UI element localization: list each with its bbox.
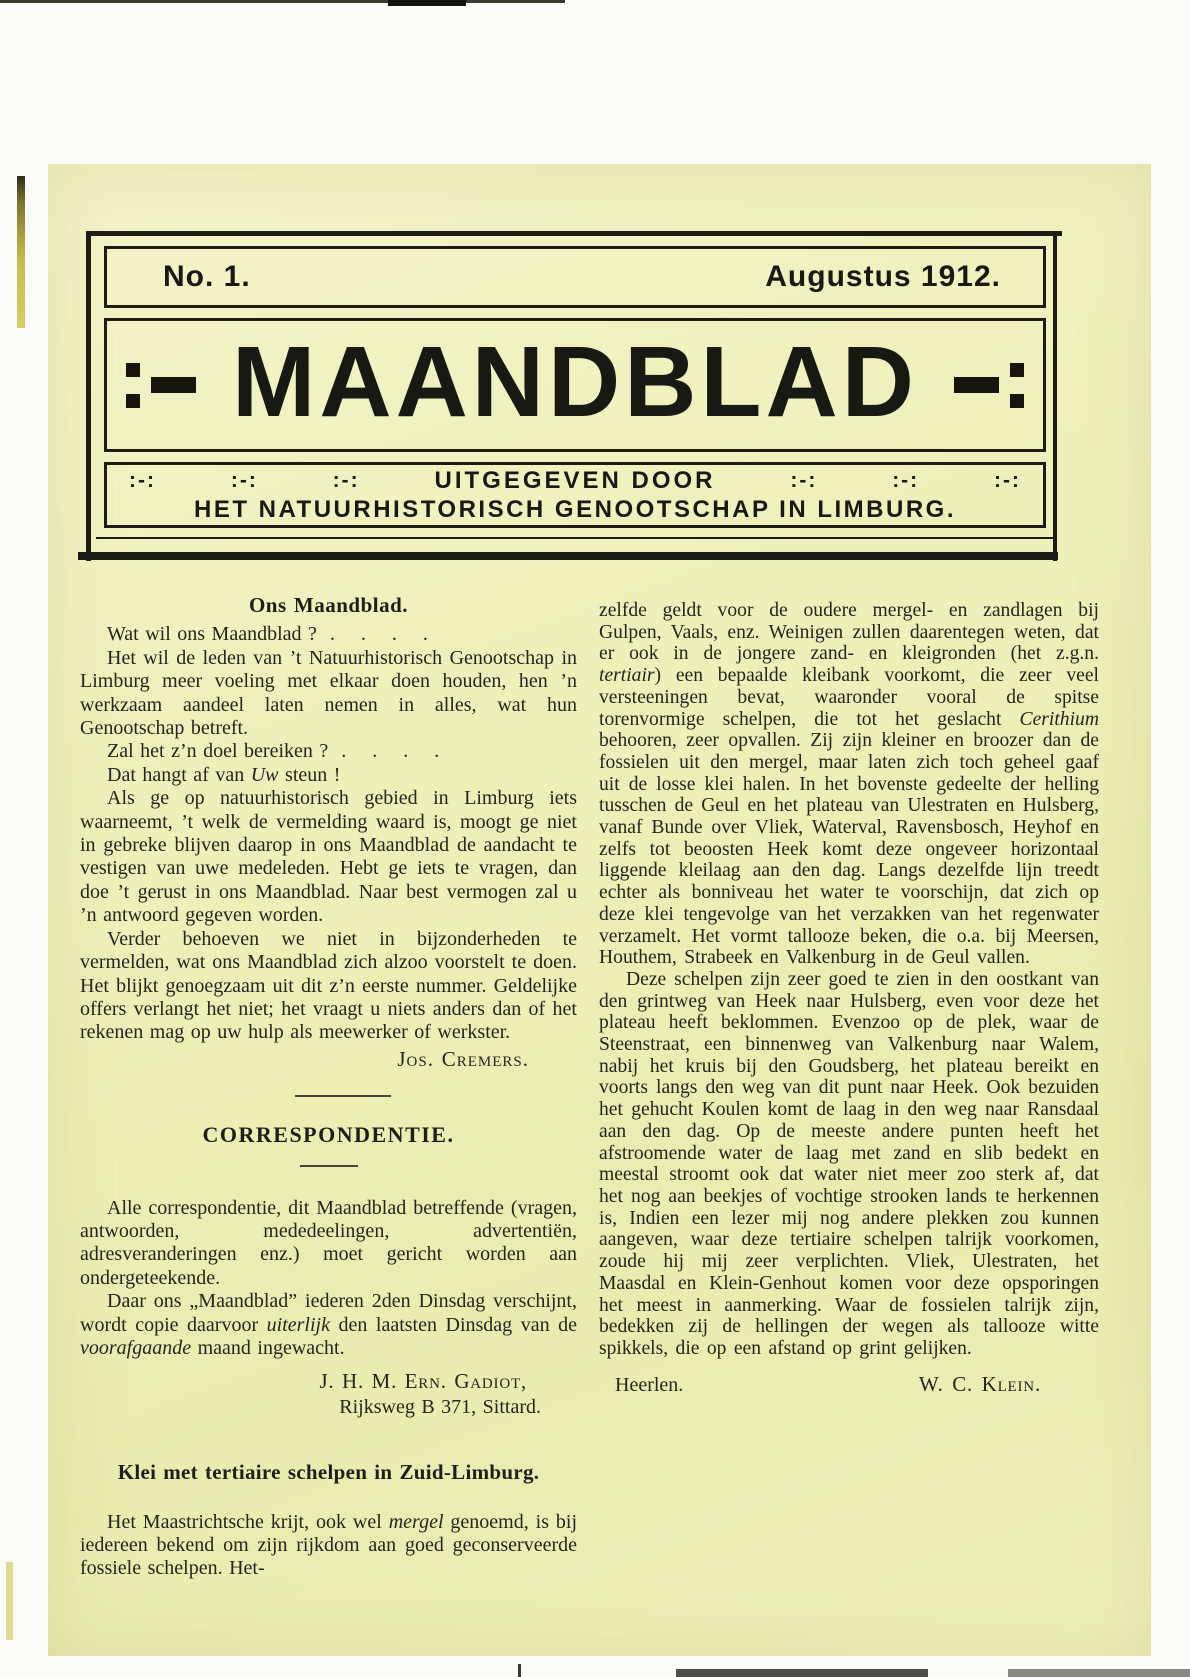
scan-left-edge-strip-lower xyxy=(6,1562,13,1640)
imprint-mark: :-: xyxy=(994,468,1021,492)
imprint-mark: :-: xyxy=(892,468,920,492)
imprint-box xyxy=(104,462,1046,528)
imprint-mark: :-: xyxy=(790,468,818,492)
title-ornament-right xyxy=(954,363,1024,408)
signature-gadiot-name: J. H. M. Ern. Gadiot, xyxy=(319,1369,527,1394)
signature-w-c-klein: W. C. Klein. xyxy=(918,1371,1041,1396)
paragraph: zelfde geldt voor de oudere mergel- en zandlagen bij Gulpen, Vaals, enz. Weinigen zullen daarentegen weten, dat er ook in de jongere zand- en kleigronden (het z.g.n. tertiair) een bepaalde kleibank voorkomt, die zeer veel versteeningen bevat, waaronder vooral de spitse torenvormige schelpen, die tot het geslacht Cerithium behooren, zeer opvallen. Zij zijn kleiner en broozer dan de fossielen uit den mergel, maar laten zich toch geheel gaaf uit de losse klei halen. In het bovenste gedeelte der helling tusschen de Geul en het plateau van Ulestraten en Hulsberg, vanaf Bunde over Vliek, Waterval, Ravensbosch, Heyhof en zelfs tot beoosten Heek komt deze ongeveer horizontaal liggende kleilaag aan den dag. Langs dezelfde lijn treedt echter als bonniveau het water te voorschijn, dat zich op deze klei tengevolge van het verzakken van het regenwater verzamelt. Het vormt tallooze beken, die o.a. bij Meersen, Houthem, Strabeek en Valkenburg in de Geul vallen. xyxy=(599,600,1099,969)
article-body-klei xyxy=(80,1511,577,1581)
article-body-klei-continued xyxy=(599,600,1099,1360)
masthead-title-box xyxy=(104,318,1046,452)
scan-left-edge-strip xyxy=(17,176,25,328)
paragraph: Daar ons „Maandblad” iederen 2den Dinsdag verschijnt, wordt copie daarvoor uiterlijk den laatsten Dinsdag van de voorafgaande maand ingewacht. xyxy=(80,1290,577,1359)
scan-bottom-bar-right xyxy=(1008,1669,1190,1677)
issue-date-box xyxy=(104,246,1046,308)
left-column xyxy=(80,594,577,1581)
closing-place: Heerlen. xyxy=(615,1373,684,1396)
masthead-frame-top-rule xyxy=(86,231,1062,236)
scan-bottom-bar xyxy=(676,1669,928,1677)
scan-top-edge-mark xyxy=(0,0,565,3)
heading-divider xyxy=(300,1165,358,1167)
issue-date: Augustus 1912. xyxy=(765,260,1001,293)
imprint-mark: :-: xyxy=(332,468,360,492)
article-heading-correspondentie: CORRESPONDENTIE. xyxy=(202,1122,455,1148)
right-column xyxy=(599,600,1099,1396)
paragraph: Dat hangt af van Uw steun ! xyxy=(107,763,341,786)
paragraph: Alle correspondentie, dit Maandblad betreffende (vragen, antwoorden, mededeelingen, advertentiën, adresveranderingen enz.) moet gericht worden aan ondergeteekende. xyxy=(80,1196,577,1289)
imprint-line-1 xyxy=(107,467,1043,495)
signature-block-gadiot xyxy=(80,1370,577,1419)
paragraph: Zal het z’n doel bereiken ? . . . . xyxy=(107,740,440,763)
section-divider xyxy=(295,1095,391,1097)
imprint-mark: :-: xyxy=(129,468,156,492)
imprint-publisher-name: HET NATUURHISTORISCH GENOOTSCHAP IN LIMBURG. xyxy=(193,495,957,523)
masthead-frame-bottom-rule-thick xyxy=(78,552,1058,560)
imprint-publisher-lead: UITGEGEVEN DOOR xyxy=(434,466,716,494)
paragraph: Deze schelpen zijn zeer goed te zien in den oostkant van den grintweg van Heek naar Hulsberg, even voor deze het plateau heeft beklommen. Evenzoo op de plek, waar de Steenstraat, een binnenweg van Valkenburg naar Walem, nabij het kruis bij den Goudsberg, het plateau bereikt en voorts langs den weg van dit punt naar Heek. Ook bezuiden het gehucht Koulen komt de laag in den weg naar Ransdaal aan den dag. Op de meeste andere punten heeft het afstroomende water de laag met zand en slib bedekt en meestal stroomt ook dat water niet meer zoo sterk af, dat het nog aan beekjes of vochtige strooken lands te herkennen is, Indien een lezer mij nog andere plekken zou kunnen aangeven, waar deze tertiaire schelpen talrijk voorkomen, zoude hij mij zeer verplichten. Vliek, Ulestraten, het Maasdal en Klein-Genhout komen voor deze opsporingen het meest in aanmerking. Waar de fossielen talrijk zijn, bedekken zij de hellingen der wegen als tallooze witte spikkels, die op een afstand op grint gelijken. xyxy=(599,968,1099,1359)
publication-title: MAANDBLAD xyxy=(232,326,918,438)
article-body-correspondentie xyxy=(80,1197,577,1361)
issue-number: No. 1. xyxy=(163,260,251,293)
paragraph: Wat wil ons Maandblad ? . . . . xyxy=(107,623,428,646)
article-heading-klei: Klei met tertiaire schelpen in Zuid-Limburg. xyxy=(117,1460,540,1485)
paragraph: Als ge op natuurhistorisch gebied in Limburg iets waarneemt, ’t welk de vermelding waard is, moogt ge niet in gebreke blijven daarop in ons Maandblad de aandacht te vestigen van uwe medeleden. Hebt ge iets te vragen, dan doe ’t gerust in ons Maandblad. Naar best vermogen zal u ’n antwoord gegeven worden. xyxy=(80,787,577,927)
scan-top-edge-mark-dark xyxy=(388,0,466,6)
title-ornament-left xyxy=(126,363,196,408)
imprint-mark: :-: xyxy=(230,468,258,492)
article-closing-line xyxy=(599,1371,1099,1397)
signature-jos-cremers: Jos. Cremers. xyxy=(397,1046,529,1071)
signature-gadiot-address: Rijksweg B 371, Sittard. xyxy=(339,1395,541,1418)
paragraph: Het Maastrichtsche krijt, ook wel mergel genoemd, is bij iedereen bekend om zijn rijkdom aan goed geconserveerde fossiele schelpen. Het- xyxy=(80,1510,577,1580)
scan-bottom-tick xyxy=(518,1664,521,1677)
article-body-ons-maandblad xyxy=(80,623,577,1044)
article-heading-ons-maandblad: Ons Maandblad. xyxy=(248,593,409,617)
paragraph: Verder behoeven we niet in bijzonderheden te vermelden, wat ons Maandblad zich alzoo voorstelt te doen. Het blijkt genoegzaam uit dit z’n eerste nummer. Geldelijke offers verlangt het niet; het vraagt u niets anders dan of het rekenen mag op uw hulp als meewerker of werkster. xyxy=(80,927,577,1044)
paragraph: Het wil de leden van ’t Natuurhistorisch Genootschap in Limburg meer voeling met elkaar doen houden, hen ’n werkzaam aandeel laten nemen in alles, wat hun Genootschap betreft. xyxy=(80,646,577,740)
masthead-frame-right-rule xyxy=(1053,231,1057,561)
masthead-frame-left-rule xyxy=(86,231,91,561)
masthead-frame-bottom-rule-thin xyxy=(96,537,1054,539)
